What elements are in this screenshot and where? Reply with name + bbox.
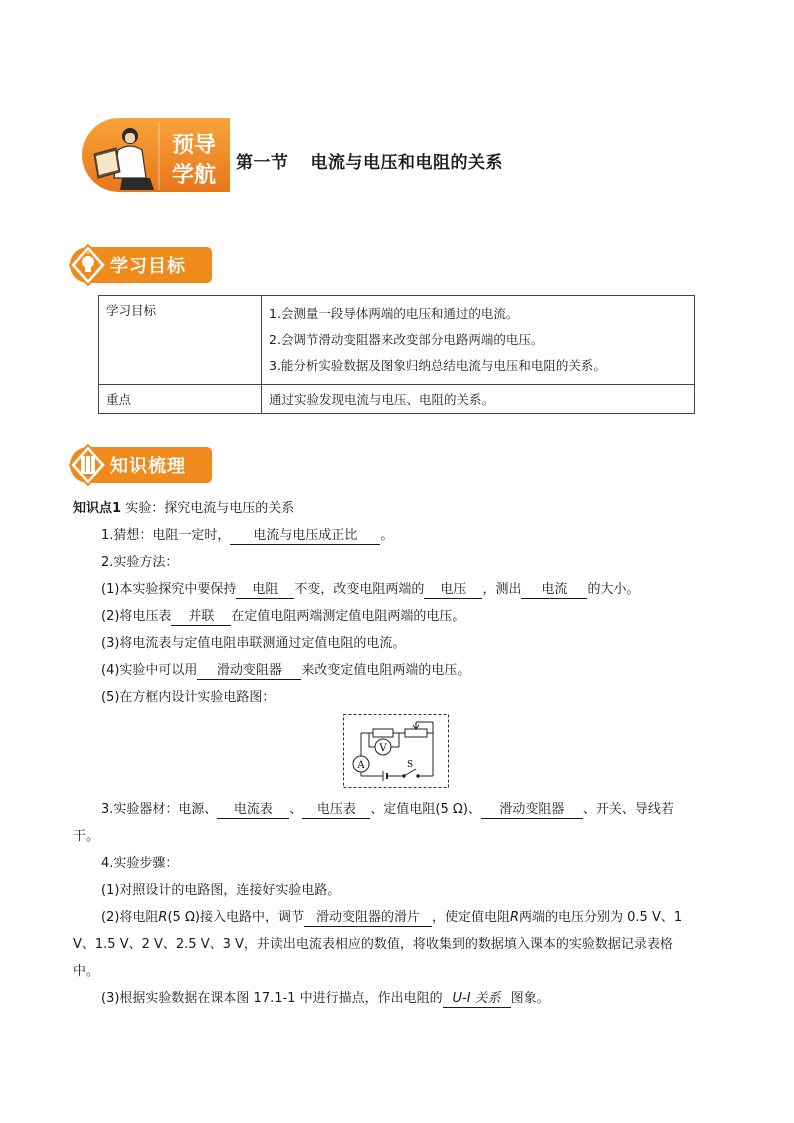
equipment-line-2: 干。 (73, 829, 100, 844)
text: 图象。 (510, 991, 550, 1006)
table-cell-head: 重点 (99, 385, 262, 414)
goals-table (98, 295, 695, 414)
step-3 (101, 989, 550, 1009)
answer-blank: 滑动变阻器 (481, 802, 583, 819)
text: 、定值电阻(5 Ω)、 (370, 802, 481, 817)
text: R (509, 910, 520, 925)
knowledge-point-label: 知识点1 (73, 501, 122, 516)
answer-blank: 电流与电压成正比 (230, 528, 380, 545)
answer-blank: 电流表 (217, 802, 289, 819)
knowledge-point-heading (73, 499, 294, 519)
guess-line (101, 526, 393, 546)
equipment-line (101, 800, 674, 820)
answer-blank: 电流 (521, 582, 587, 599)
text: (5 Ω)接入电路中，调节 (167, 910, 304, 925)
text: 两端的电压分别为 0.5 V、1 (519, 910, 683, 925)
text: 、 (289, 802, 303, 817)
answer-blank: U-I 关系 (443, 991, 511, 1008)
text: 不变，改变电阻两端的 (294, 582, 425, 597)
method-title: 2.实验方法： (101, 555, 179, 570)
text: 的大小。 (587, 582, 640, 597)
section-badge-knowledge (66, 443, 216, 487)
knowledge-point-title: 实验：探究电流与电压的关系 (125, 501, 295, 516)
step-2 (101, 908, 682, 928)
text: ，使定值电阻 (431, 910, 510, 925)
text: 在定值电阻两端测定值电阻两端的电压。 (231, 609, 466, 624)
goal-line: 2.会调节滑动变阻器来改变部分电路两端的电压。 (269, 332, 544, 347)
header-banner (80, 116, 232, 194)
banner-text-line1: 预导 (172, 133, 217, 158)
answer-blank: 电压表 (302, 802, 370, 819)
answer-blank: 并联 (171, 609, 231, 626)
section-number: 第一节 (236, 153, 289, 173)
section-badge-goals (66, 243, 216, 287)
switch-icon (404, 769, 416, 776)
text: 。 (380, 528, 394, 543)
method-line-5: (5)在方框内设计实验电路图： (101, 690, 276, 705)
ammeter-label: A (357, 760, 365, 771)
table-row (99, 385, 695, 414)
circuit-diagram (343, 714, 449, 788)
table-row (99, 296, 695, 385)
method-line-2 (101, 607, 465, 627)
banner-text-line2: 学航 (172, 163, 217, 188)
table-cell-goals (262, 296, 695, 385)
text: (2)将电压表 (101, 609, 172, 624)
books-icon (79, 456, 97, 474)
method-line-1 (101, 580, 639, 600)
section-label: 知识梳理 (110, 456, 186, 477)
text: (2)将电阻 (101, 910, 159, 925)
answer-blank: 滑动变阻器的滑片 (304, 910, 432, 927)
method-line-3: (3)将电流表与定值电阻串联测通过定值电阻的电流。 (101, 636, 406, 651)
step-1: (1)对照设计的电路图，连接好实验电路。 (101, 883, 341, 898)
text: 1.猜想：电阻一定时， (101, 528, 231, 543)
page-title (236, 148, 503, 173)
answer-blank: 电压 (424, 582, 482, 599)
answer-blank: 电阻 (236, 582, 294, 599)
text: (4)实验中可以用 (101, 663, 198, 678)
answer-blank: 滑动变阻器 (197, 663, 301, 680)
goal-line: 1.会测量一段导体两端的电压和通过的电流。 (269, 306, 519, 321)
section-label: 学习目标 (110, 256, 186, 277)
switch-label: S (407, 760, 414, 770)
text: 来改变定值电阻两端的电压。 (301, 663, 471, 678)
title-text: 电流与电压和电阻的关系 (310, 153, 503, 173)
goal-line: 3.能分析实验数据及图象归纳总结电流与电压和电阻的关系。 (269, 358, 606, 373)
text: (3)根据实验数据在课本图 17.1-1 中进行描点，作出电阻的 (101, 991, 443, 1006)
step-2-line-3: 中。 (73, 964, 100, 979)
table-cell-key-point: 通过实验发现电流与电压、电阻的关系。 (262, 385, 695, 414)
method-line-4 (101, 661, 470, 681)
text: R (158, 910, 168, 925)
text: ，测出 (482, 582, 522, 597)
rheostat-icon (405, 729, 427, 737)
text: 、开关、导线若 (582, 802, 674, 817)
table-cell-head: 学习目标 (99, 296, 262, 385)
steps-title: 4.实验步骤： (101, 856, 179, 871)
text: (1)本实验探究中要保持 (101, 582, 237, 597)
resistor-icon (373, 729, 393, 737)
voltmeter-label: V (379, 743, 387, 754)
text: 3.实验器材：电源、 (101, 802, 218, 817)
step-2-line-2: V、1.5 V、2 V、2.5 V、3 V，并读出电流表相应的数值，将收集到的数据填入课本的实验数据记录表格 (73, 937, 673, 952)
